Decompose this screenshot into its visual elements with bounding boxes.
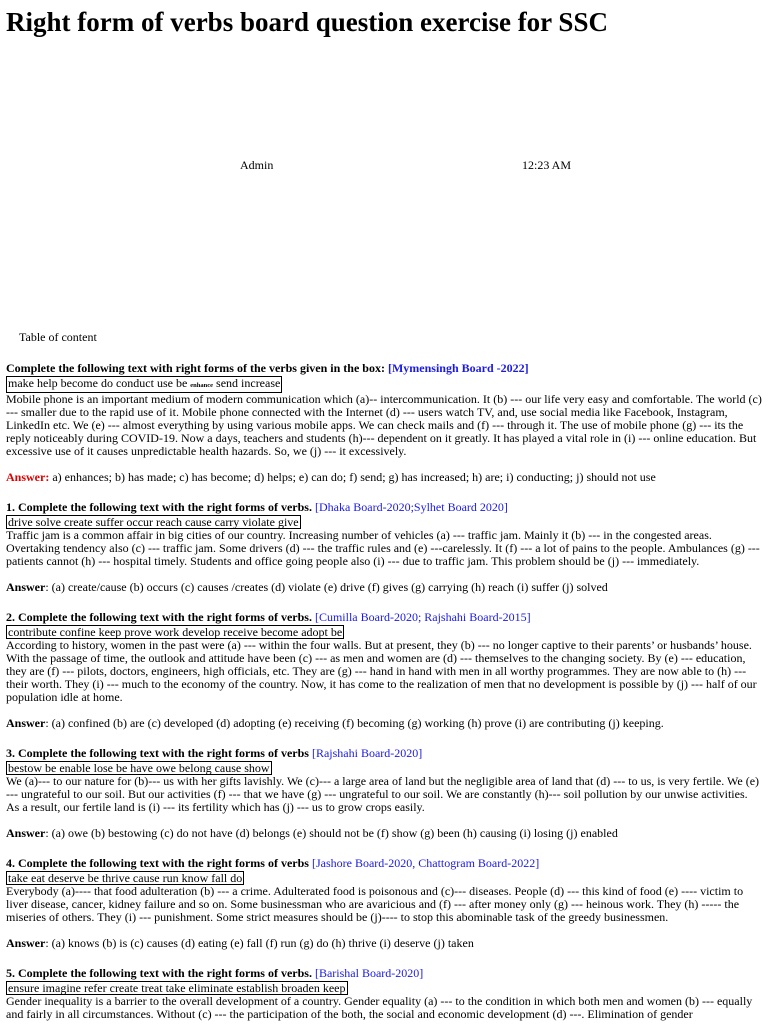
table-of-content-toggle[interactable]: Table of content	[19, 330, 97, 344]
answer-text: : (a) confined (b) are (c) developed (d) adopting (e) receiving (f) becoming (g) working (h) prove (i) are contributing (j) keeping.	[45, 716, 664, 730]
verb-list: make help become do conduct use be	[8, 376, 188, 390]
board-source: [Cumilla Board-2020; Rajshahi Board-2015]	[314, 610, 531, 624]
exercise-4-question	[6, 857, 762, 870]
answer-text: : (a) knows (b) is (c) causes (d) eating (e) fall (f) run (g) do (h) thrive (i) deserve (j) taken	[45, 936, 474, 950]
board-source: [Barishal Board-2020]	[314, 966, 424, 980]
passage: Gender inequality is a barrier to the overall development of a country. Gender equality (a) --- to the condition in which both men and women (b) --- equally and fairly in all circumstances. Without (c) --- the participation of the both, the social and economic development (d) ---. Elimination of gender	[6, 994, 753, 1021]
intro-question	[6, 362, 762, 375]
answer-label: Answer	[6, 936, 46, 950]
verb-box: drive solve create suffer occur reach cause carry violate give	[8, 515, 299, 529]
question-text: 5. Complete the following text with the right forms of verbs.	[6, 966, 312, 980]
answer	[6, 581, 762, 594]
verb-box: ensure imagine refer create treat take eliminate establish broaden keep	[8, 981, 346, 995]
question-text: 1. Complete the following text with the right forms of verbs.	[6, 500, 312, 514]
verb-box: contribute confine keep prove work develop receive become adopt be	[8, 625, 343, 639]
exercise-5-question	[6, 967, 762, 980]
answer-text: a) enhances; b) has made; c) has become; d) helps; e) can do; f) send; g) has increased; h) are; i) conducting; j) should not use	[49, 470, 656, 484]
passage: We (a)--- to our nature for (b)--- us with her gifts lavishly. We (c)--- a large area of land but the negligible area of land that (d) --- to us, is very fertile. We (e) --- ungrateful to our soil. But our activities (f) --- that we have (g) --- ungrateful to our soil. We are constantly (h)--- soil pollution by our unwise activities. As a result, our fertile land is (i) --- its fertility which has (j) --- us to grow crops easily.	[6, 774, 760, 814]
post-meta	[6, 159, 762, 179]
author-name[interactable]: Admin	[240, 158, 274, 172]
verb-box: bestow be enable lose be have owe belong cause show	[8, 761, 270, 775]
answer-label: Answer	[6, 580, 46, 594]
answer-label: Answer	[6, 716, 46, 730]
question-text: 2. Complete the following text with the right forms of verbs.	[6, 610, 312, 624]
verb-list-end: send increase	[216, 376, 281, 390]
question-text: 3. Complete the following text with the right forms of verbs	[6, 746, 309, 760]
board-source: [Dhaka Board-2020;Sylhet Board 2020]	[314, 500, 508, 514]
answer-label: Answer	[6, 826, 46, 840]
page-title: Right form of verbs board question exercise for SSC	[6, 7, 608, 37]
answer	[6, 827, 762, 840]
passage: Traffic jam is a common affair in big cities of our country. Increasing number of vehicles (a) --- traffic jam. Mainly it (b) --- in the congested areas. Overtaking tendency also (c) --- traffic jam. Some drivers (d) --- the traffic rules and (e) ---carelessly. It (f) --- a lot of pains to the people. Ambulances (g) ---patients cannot (h) --- hospital timely. Students and office going people also (i) --- due to traffic jam. This problem should be (j) --- immediately.	[6, 528, 760, 568]
passage: Everybody (a)---- that food adulteration (b) --- a crime. Adulterated food is poisonous and (c)--- diseases. People (d) --- this kind of food (e) ---- victim to liver disease, cancer, kidney failure and so on. Some businessman who are avaricious and (f) --- after money only (g) --- heinous work. They (h) ----- the miseries of others. They (i) --- punishment. Some strict measures should be (j)---- to stop this abominable task of the greedy businessmen.	[6, 884, 744, 924]
post-time: 12:23 AM	[522, 158, 572, 172]
board-source: [Rajshahi Board-2020]	[311, 746, 423, 760]
verb-box	[6, 376, 282, 393]
board-source: [Jashore Board-2020, Chattogram Board-2022]	[311, 856, 540, 870]
question-text: Complete the following text with right forms of the verbs given in the box:	[6, 361, 385, 375]
board-source: [Mymensingh Board -2022]	[387, 361, 529, 375]
answer-text: : (a) create/cause (b) occurs (c) causes /creates (d) violate (e) drive (f) gives (g) carrying (h) reach (i) suffer (j) solved	[45, 580, 608, 594]
answer	[6, 937, 762, 950]
exercise-2-question	[6, 611, 762, 624]
article	[0, 7, 768, 1021]
exercise-3-question	[6, 747, 762, 760]
answer-text: : (a) owe (b) bestowing (c) do not have (d) belongs (e) should not be (f) show (g) been (h) causing (i) losing (j) enabled	[45, 826, 618, 840]
question-text: 4. Complete the following text with the right forms of verbs	[6, 856, 309, 870]
answer-label: Answer:	[6, 470, 50, 484]
passage: According to history, women in the past were (a) --- within the four walls. But at present, they (b) --- no longer captive to their parents’ or husbands’ house. With the passage of time, the outlook and attitude have been (c) --- as men and women are (d) --- themselves to the changing society. By (e) --- education, they are (f) --- pilots, doctors, engineers, high officials, etc. They are (g) --- hand in hand with men in all worthy programmes. They are now able to (h) --- their worth. They (i) --- much to the economy of the country. Now, it has come to the realization of men that no development is possible by (j) --- half of our population idle at home.	[6, 638, 757, 704]
verb-box: take eat deserve be thrive cause run know fall do	[8, 871, 243, 885]
exercise-1-question	[6, 501, 762, 514]
answer	[6, 471, 762, 484]
answer	[6, 717, 762, 730]
passage: Mobile phone is an important medium of modern communication which (a)-- intercommunication. It (b) --- our life very easy and comfortable. The world (c) --- smaller due to the rapid use of it. Mobile phone connected with the Internet (d) --- users watch TV, and, use social media like Facebook, Instagram, LinkedIn etc. We (e) --- almost everything by using various mobile apps. We can check mails and (f) --- through it. The use of mobile phone (g) --- its the reply noticeably during COVID-19. Now a days, teachers and students (h)--- dependent on it greatly. It has played a vital role in (i) --- online education. But excessive use of it causes unpredictable health hazards. So, we (j) --- it excessively.	[6, 392, 762, 458]
verb-list-small: enhance	[190, 382, 214, 389]
